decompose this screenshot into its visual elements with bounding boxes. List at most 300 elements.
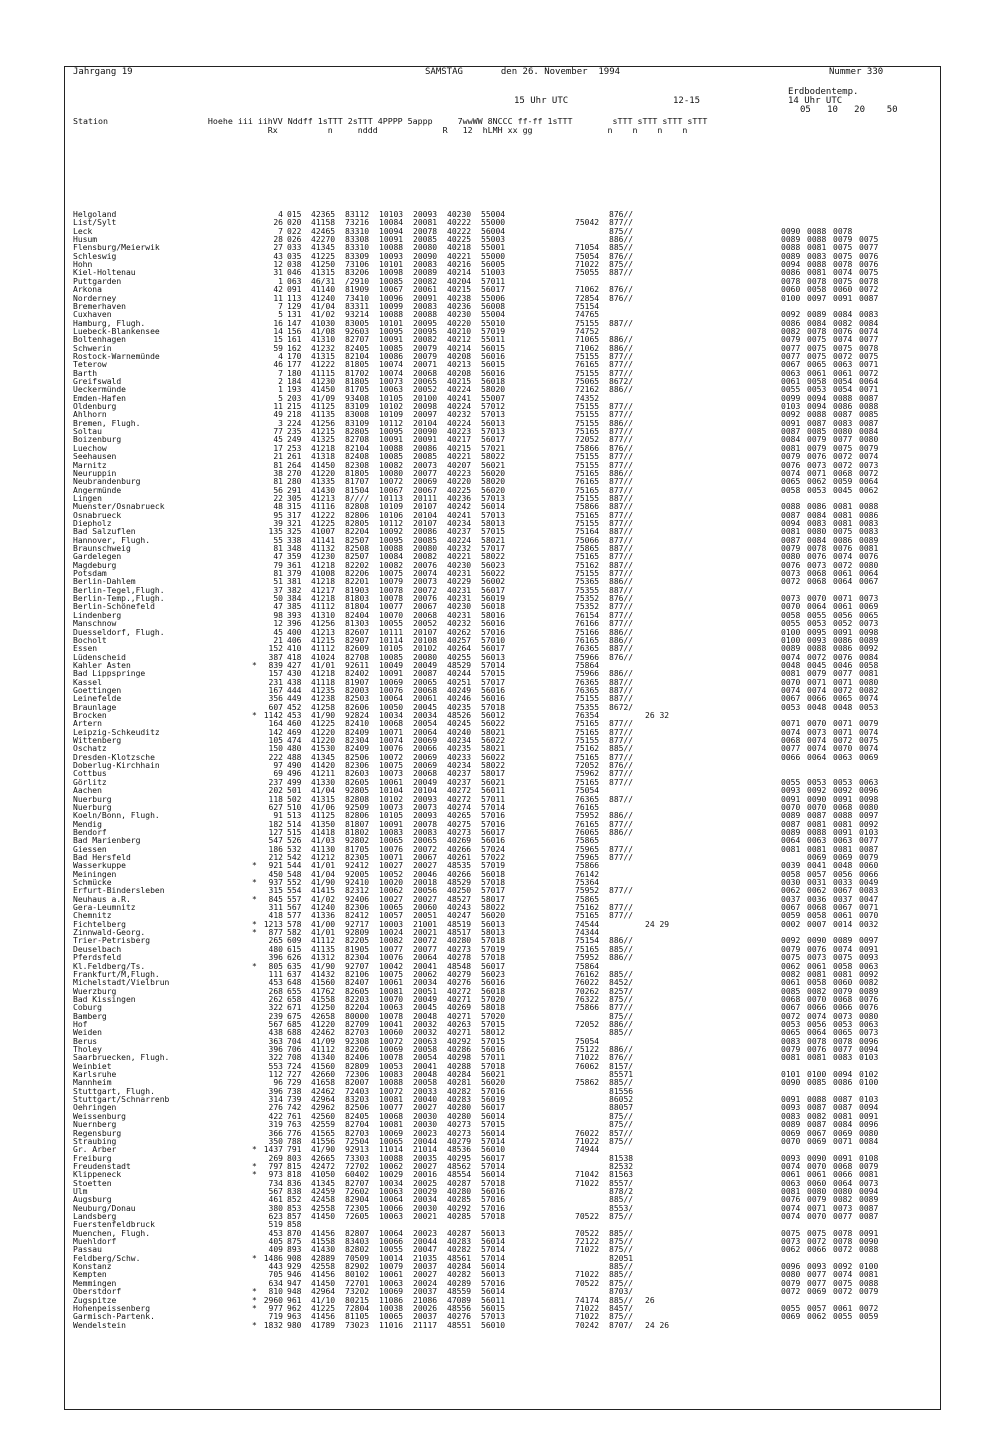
cell-7wwww: 75165 <box>575 485 600 495</box>
cell-4pppp: 40212 <box>447 335 472 345</box>
station-name: Wasserkuppe <box>73 861 126 871</box>
cell-nddff: 81702 <box>345 368 370 378</box>
cell-soil-20: 0077 <box>833 435 853 445</box>
cell-soil-10: 0075 <box>807 343 827 353</box>
cell-soil-20: 0068 <box>833 994 853 1004</box>
cell-iii: 156 <box>287 326 302 336</box>
cell-iihvv: 41/09 <box>311 1036 336 1046</box>
cell-iii: 908 <box>287 1253 302 1263</box>
cell-5appp: 57010 <box>481 635 506 645</box>
cell-nddff: 82412 <box>345 911 370 921</box>
cell-soil-05: 0067 <box>781 694 801 704</box>
cell-8nccc: 8452/ <box>609 978 634 988</box>
cell-soil-20: 0069 <box>833 1128 853 1138</box>
cell-2sttt: 20045 <box>413 702 438 712</box>
cell-nddff: 83005 <box>345 318 370 328</box>
cell-hoehe: 453 <box>268 978 283 988</box>
cell-2sttt: 20061 <box>413 285 438 295</box>
cell-5appp: 57014 <box>481 802 506 812</box>
cell-hoehe: 450 <box>268 869 283 879</box>
cell-8nccc: 886// <box>609 577 634 587</box>
cell-8nccc: 875// <box>609 260 634 270</box>
cell-nddff: 73202 <box>345 1287 370 1297</box>
cell-soil-05: 0078 <box>781 276 801 286</box>
cell-hoehe: 2960 <box>263 1295 283 1305</box>
cell-soil-10: 0090 <box>807 936 827 946</box>
cell-iihvv: 41218 <box>311 594 336 604</box>
cell-7wwww: 70522 <box>575 1278 600 1288</box>
cell-nddff: 82104 <box>345 443 370 453</box>
cell-4pppp: 40214 <box>447 268 472 278</box>
cell-4pppp: 48556 <box>447 1303 472 1313</box>
cell-iii: 554 <box>287 886 302 896</box>
cell-iihvv: 41450 <box>311 1212 336 1221</box>
cell-soil-10: 0089 <box>807 310 827 320</box>
cell-soil-05: 0055 <box>781 619 801 629</box>
cell-soil-10: 0083 <box>807 518 827 528</box>
cell-2sttt: 20054 <box>413 1053 438 1063</box>
cell-hoehe: 973 <box>268 1170 283 1180</box>
cell-7wwww: 75965 <box>575 852 600 862</box>
cell-8nccc: 877// <box>609 552 634 562</box>
cell-soil-20: 0059 <box>833 477 853 487</box>
cell-iii: 430 <box>287 669 302 679</box>
cell-soil-50: 0087 <box>859 1203 879 1213</box>
cell-hoehe: 705 <box>268 1270 283 1280</box>
cell-nddff: 80000 <box>345 1011 370 1021</box>
cell-8nccc: 877// <box>609 477 634 487</box>
cell-7wwww: 75065 <box>575 377 600 386</box>
cell-soil-20: 0066 <box>833 1170 853 1180</box>
cell-soil-50: 0063 <box>859 1019 879 1029</box>
cell-8nccc: 81556 <box>609 1086 634 1096</box>
cell-2sttt: 20068 <box>413 685 438 695</box>
soil-temp-time: 14 Uhr UTC <box>788 96 843 106</box>
cell-hoehe: 405 <box>268 1237 283 1247</box>
cell-2sttt: 20045 <box>413 1003 438 1013</box>
cell-iii: 452 <box>287 702 302 712</box>
cell-8nccc: 886// <box>609 1045 634 1054</box>
cell-soil-10: 0036 <box>807 894 827 904</box>
cell-2sttt: 20024 <box>413 1278 438 1288</box>
cell-8nccc: 877// <box>609 602 634 612</box>
cell-nddff: 82507 <box>345 535 370 545</box>
cell-5appp: 56022 <box>481 569 506 579</box>
station-name: Kl.Feldberg/Ts. <box>73 961 146 971</box>
cell-nddff: 82902 <box>345 1262 370 1272</box>
cell-2sttt: 20047 <box>413 1245 438 1255</box>
cell-soil-05: 0061 <box>781 978 801 988</box>
cell-hoehe: 105 <box>268 736 283 746</box>
cell-1sttt: 10069 <box>379 1045 404 1054</box>
station-name: Oldenburg <box>73 402 117 412</box>
cell-soil-50: 0100 <box>859 1078 879 1088</box>
cell-iihvv: 41450 <box>311 1278 336 1288</box>
cell-8nccc: 877// <box>609 886 634 896</box>
cell-nddff: 82807 <box>345 1228 370 1238</box>
cell-2sttt: 20032 <box>413 1028 438 1038</box>
cell-7wwww: 75866 <box>575 502 600 512</box>
cell-soil-50: 0089 <box>859 986 879 996</box>
cell-nddff: 81905 <box>345 944 370 954</box>
cell-2sttt: 20081 <box>413 218 438 228</box>
cell-nddff: 82007 <box>345 1078 370 1088</box>
station-name: Hof <box>73 1019 88 1029</box>
cell-hoehe: 45 <box>273 627 283 637</box>
cell-1sttt: 10085 <box>379 276 404 286</box>
cell-hoehe: 443 <box>268 1262 283 1272</box>
cell-1sttt: 11016 <box>379 1320 404 1330</box>
cell-soil-10: 0084 <box>807 535 827 545</box>
cell-hoehe: 1832 <box>263 1320 283 1330</box>
cell-8nccc: 876// <box>609 210 634 219</box>
cell-soil-05: 0096 <box>781 1262 801 1272</box>
cell-8nccc: 877// <box>609 903 634 913</box>
cell-5appp: 56018 <box>481 602 506 612</box>
cell-soil-10: 0057 <box>807 1303 827 1313</box>
cell-soil-50: 0071 <box>859 385 879 395</box>
cell-soil-50: 0053 <box>859 702 879 712</box>
cell-soil-10: 0062 <box>807 1312 827 1322</box>
mountain-marker: * <box>252 894 257 904</box>
cell-4pppp: 40288 <box>447 1061 472 1071</box>
cell-8nccc: 886// <box>609 343 634 353</box>
cell-soil-05: 0082 <box>781 326 801 336</box>
cell-iii: 490 <box>287 761 302 771</box>
cell-7wwww: 72052 <box>575 761 600 771</box>
cell-8nccc: 875// <box>609 1212 634 1221</box>
cell-iii: 502 <box>287 794 302 804</box>
cell-ffff: 26 32 <box>645 711 670 720</box>
cell-1sttt: 10079 <box>379 1262 404 1272</box>
cell-soil-20: 0082 <box>833 318 853 328</box>
cell-soil-05: 0100 <box>781 635 801 645</box>
station-name: Frankfurt/M,Flugh. <box>73 969 160 979</box>
cell-iii: 761 <box>287 1111 302 1121</box>
cell-5appp: 56016 <box>481 351 506 361</box>
mountain-marker: * <box>252 1161 257 1171</box>
cell-soil-50: 0098 <box>859 627 879 637</box>
cell-soil-50: 0071 <box>859 360 879 370</box>
cell-soil-20: 0083 <box>833 1053 853 1063</box>
station-name: Lüdenscheid <box>73 652 126 662</box>
cell-iihvv: 41225 <box>311 251 336 261</box>
cell-iihvv: 41558 <box>311 994 336 1004</box>
station-name: Wuerzburg <box>73 986 117 996</box>
cell-5appp: 58016 <box>481 610 506 620</box>
cell-4pppp: 40224 <box>447 418 472 428</box>
cell-hoehe: 7 <box>278 301 283 311</box>
cell-iihvv: 41/01 <box>311 861 336 871</box>
cell-soil-20: 0071 <box>833 727 853 737</box>
cell-5appp: 57020 <box>481 994 506 1004</box>
cell-soil-10: 0074 <box>807 1011 827 1021</box>
cell-5appp: 57014 <box>481 1245 506 1255</box>
cell-1sttt: 10113 <box>379 493 404 503</box>
cell-5appp: 56017 <box>481 435 506 445</box>
cell-soil-50: 0073 <box>859 619 879 629</box>
station-name: Gera-Leumnitz <box>73 903 136 913</box>
cell-hoehe: 396 <box>268 953 283 963</box>
cell-iii: 325 <box>287 527 302 537</box>
cell-1sttt: 10076 <box>379 744 404 754</box>
cell-7wwww: 70262 <box>575 986 600 996</box>
cell-7wwww: 76322 <box>575 994 600 1004</box>
cell-2sttt: 20100 <box>413 393 438 403</box>
cell-soil-50: 0049 <box>859 878 879 887</box>
cell-4pppp: 40241 <box>447 393 472 403</box>
cell-1sttt: 10088 <box>379 1078 404 1088</box>
cell-soil-05: 0079 <box>781 944 801 954</box>
cell-hoehe: 314 <box>268 1095 283 1105</box>
cell-soil-10: 0081 <box>807 969 827 979</box>
cell-5appp: 57017 <box>481 544 506 553</box>
cell-7wwww: 75054 <box>575 1036 600 1046</box>
cell-1sttt: 10063 <box>379 1212 404 1221</box>
cell-soil-50: 0080 <box>859 677 879 687</box>
cell-iihvv: 41258 <box>311 702 336 712</box>
cell-4pppp: 40289 <box>447 1278 472 1288</box>
cell-4pppp: 48526 <box>447 711 472 720</box>
cell-nddff: 82605 <box>345 777 370 787</box>
cell-iii: 818 <box>287 1170 302 1180</box>
cell-hoehe: 276 <box>268 1103 283 1113</box>
cell-2sttt: 20107 <box>413 502 438 512</box>
cell-nddff: 82507 <box>345 552 370 562</box>
cell-2sttt: 20044 <box>413 1136 438 1146</box>
station-name: Tholey <box>73 1045 102 1054</box>
cell-4pppp: 40216 <box>447 260 472 270</box>
mountain-marker: * <box>252 711 257 720</box>
cell-soil-05: 0055 <box>781 777 801 787</box>
cell-5appp: 56004 <box>481 226 506 236</box>
cell-2sttt: 20021 <box>413 928 438 938</box>
cell-soil-20: 0067 <box>833 886 853 896</box>
cell-soil-50: 0091 <box>859 1111 879 1121</box>
cell-soil-05: 0081 <box>781 1186 801 1196</box>
cell-5appp: 57022 <box>481 852 506 862</box>
cell-iihvv: 42964 <box>311 1095 336 1105</box>
cell-1sttt: 10034 <box>379 1178 404 1188</box>
cell-1sttt: 10081 <box>379 1095 404 1105</box>
cell-iii: 510 <box>287 802 302 812</box>
cell-iii: 893 <box>287 1245 302 1255</box>
cell-soil-05: 0063 <box>781 368 801 378</box>
cell-soil-05: 0077 <box>781 343 801 353</box>
cell-2sttt: 20068 <box>413 769 438 779</box>
cell-soil-20: 0071 <box>833 594 853 604</box>
cell-iihvv: 41345 <box>311 1178 336 1188</box>
cell-soil-10: 0075 <box>807 1228 827 1238</box>
cell-7wwww: 75042 <box>575 218 600 228</box>
cell-soil-50: 0074 <box>859 744 879 754</box>
cell-7wwww: 75966 <box>575 652 600 662</box>
cell-8nccc: 875// <box>609 1120 634 1130</box>
cell-8nccc: 885// <box>609 969 634 979</box>
cell-soil-20: 0081 <box>833 969 853 979</box>
cell-soil-10: 0090 <box>807 1153 827 1163</box>
cell-hoehe: 366 <box>268 1128 283 1138</box>
cell-1sttt: 10101 <box>379 318 404 328</box>
cell-8nccc: 82532 <box>609 1161 634 1171</box>
cell-8nccc: 887// <box>609 794 634 804</box>
cell-7wwww: 75054 <box>575 251 600 261</box>
cell-5appp: 57012 <box>481 402 506 412</box>
cell-8nccc: 875// <box>609 226 634 236</box>
station-name: Freiburg <box>73 1153 112 1163</box>
cell-7wwww: 71022 <box>575 1136 600 1146</box>
cell-7wwww: 74352 <box>575 393 600 403</box>
cell-iii: 177 <box>287 360 302 370</box>
cell-soil-05: 0075 <box>781 953 801 963</box>
cell-5appp: 58013 <box>481 928 506 938</box>
cell-nddff: 83206 <box>345 268 370 278</box>
cell-1sttt: 10064 <box>379 1195 404 1205</box>
cell-2sttt: 20076 <box>413 560 438 570</box>
cell-soil-20: 0086 <box>833 535 853 545</box>
cell-iihvv: 41/01 <box>311 928 336 938</box>
cell-4pppp: 40237 <box>447 769 472 779</box>
cell-8nccc: 8257/ <box>609 986 634 996</box>
cell-iii: 020 <box>287 218 302 228</box>
cell-2sttt: 20086 <box>413 443 438 453</box>
station-name: Stuttgart/Schnarrenb <box>73 1095 170 1105</box>
cell-5appp: 56017 <box>481 1153 506 1163</box>
cell-soil-05: 0061 <box>781 1170 801 1180</box>
cell-soil-05: 0069 <box>781 1312 801 1322</box>
cell-5appp: 58018 <box>481 1003 506 1013</box>
cell-hoehe: 461 <box>268 1195 283 1205</box>
cell-7wwww: 75155 <box>575 569 600 579</box>
cell-2sttt: 20027 <box>413 861 438 871</box>
cell-5appp: 55000 <box>481 251 506 261</box>
cell-hoehe: 7 <box>278 368 283 378</box>
cell-1sttt: 10105 <box>379 393 404 403</box>
cell-hoehe: 49 <box>273 410 283 420</box>
cell-nddff: 82409 <box>345 727 370 737</box>
cell-4pppp: 48536 <box>447 1145 472 1155</box>
cell-iii: 253 <box>287 443 302 453</box>
station-name: Saarbruecken, Flugh. <box>73 1053 170 1063</box>
cell-soil-05: 0090 <box>781 226 801 236</box>
cell-nddff: 81705 <box>345 844 370 854</box>
cell-soil-05: 0070 <box>781 802 801 812</box>
cell-8nccc: 887// <box>609 560 634 570</box>
cell-2sttt: 20027 <box>413 1161 438 1171</box>
cell-iihvv: 41789 <box>311 1320 336 1330</box>
cell-nddff: 82204 <box>345 1003 370 1013</box>
cell-soil-05: 0053 <box>781 1019 801 1029</box>
cell-4pppp: 40282 <box>447 1270 472 1280</box>
cell-5appp: 57011 <box>481 794 506 804</box>
cell-1sttt: 10074 <box>379 368 404 378</box>
cell-iihvv: 41418 <box>311 827 336 837</box>
cell-hoehe: 91 <box>273 811 283 821</box>
cell-2sttt: 20071 <box>413 360 438 370</box>
station-name: Barth <box>73 368 98 378</box>
station-name: Kassel <box>73 677 102 687</box>
cell-4pppp: 40282 <box>447 1086 472 1096</box>
cell-soil-50: 0088 <box>859 402 879 412</box>
cell-soil-50: 0081 <box>859 1170 879 1180</box>
cell-1sttt: 10065 <box>379 1312 404 1322</box>
cell-1sttt: 10095 <box>379 535 404 545</box>
cell-soil-05: 0086 <box>781 318 801 328</box>
cell-soil-20: 0074 <box>833 552 853 562</box>
cell-hoehe: 627 <box>268 802 283 812</box>
cell-5appp: 56015 <box>481 343 506 353</box>
cell-iii: 270 <box>287 468 302 478</box>
cell-iihvv: 41215 <box>311 427 336 437</box>
cell-4pppp: 40218 <box>447 243 472 253</box>
cell-soil-05: 0093 <box>781 1153 801 1163</box>
cell-soil-05: 0067 <box>781 1003 801 1013</box>
cell-soil-10: 0053 <box>807 485 827 495</box>
cell-nddff: 82407 <box>345 978 370 988</box>
cell-nddff: 82405 <box>345 1111 370 1121</box>
station-name: Michelstadt/Vielbrun <box>73 978 170 988</box>
cell-hoehe: 11 <box>273 293 283 303</box>
cell-hoehe: 262 <box>268 994 283 1004</box>
cell-1sttt: 10065 <box>379 903 404 913</box>
cell-iii: 499 <box>287 777 302 787</box>
cell-1sttt: 10061 <box>379 1270 404 1280</box>
cell-iii: 406 <box>287 635 302 645</box>
cell-8nccc: 877// <box>609 1003 634 1013</box>
cell-iii: 727 <box>287 1070 302 1080</box>
cell-8nccc: 887// <box>609 318 634 328</box>
cell-8nccc: 886// <box>609 418 634 428</box>
cell-soil-50: 0100 <box>859 1262 879 1272</box>
cell-soil-20: 0075 <box>833 953 853 963</box>
cell-8nccc: 877// <box>609 360 634 370</box>
cell-8nccc: 885// <box>609 1262 634 1272</box>
cell-4pppp: 40273 <box>447 827 472 837</box>
cell-5appp: 55010 <box>481 318 506 328</box>
cell-soil-05: 0083 <box>781 1111 801 1121</box>
cell-soil-10: 0071 <box>807 677 827 687</box>
cell-2sttt: 20073 <box>413 577 438 587</box>
cell-soil-20: 0077 <box>833 1045 853 1054</box>
cell-hoehe: 26 <box>273 218 283 228</box>
cell-soil-10: 0053 <box>807 777 827 787</box>
cell-soil-50: 0087 <box>859 393 879 403</box>
cell-4pppp: 40283 <box>447 1095 472 1105</box>
station-name: Ulm <box>73 1186 88 1196</box>
cell-soil-50: 0087 <box>859 418 879 428</box>
cell-7wwww: 75166 <box>575 627 600 637</box>
cell-7wwww: 75165 <box>575 468 600 478</box>
cell-5appp: 56013 <box>481 418 506 428</box>
cell-soil-20: 0063 <box>833 752 853 762</box>
cell-hoehe: 797 <box>268 1161 283 1171</box>
cell-soil-05: 0081 <box>781 669 801 679</box>
cell-soil-50: 0062 <box>859 485 879 495</box>
cell-iihvv: 41112 <box>311 602 336 612</box>
cell-4pppp: 40222 <box>447 226 472 236</box>
cell-soil-05: 0068 <box>781 736 801 746</box>
cell-2sttt: 20074 <box>413 569 438 579</box>
cell-5appp: 56018 <box>481 869 506 879</box>
cell-soil-50: 0047 <box>859 894 879 904</box>
station-name: Bremerhaven <box>73 301 126 311</box>
cell-2sttt: 20087 <box>413 669 438 679</box>
cell-4pppp: 40236 <box>447 301 472 311</box>
station-name: Neubrandenburg <box>73 477 141 487</box>
cell-4pppp: 40271 <box>447 1028 472 1038</box>
cell-5appp: 57011 <box>481 1053 506 1063</box>
cell-8nccc: 875// <box>609 1245 634 1255</box>
